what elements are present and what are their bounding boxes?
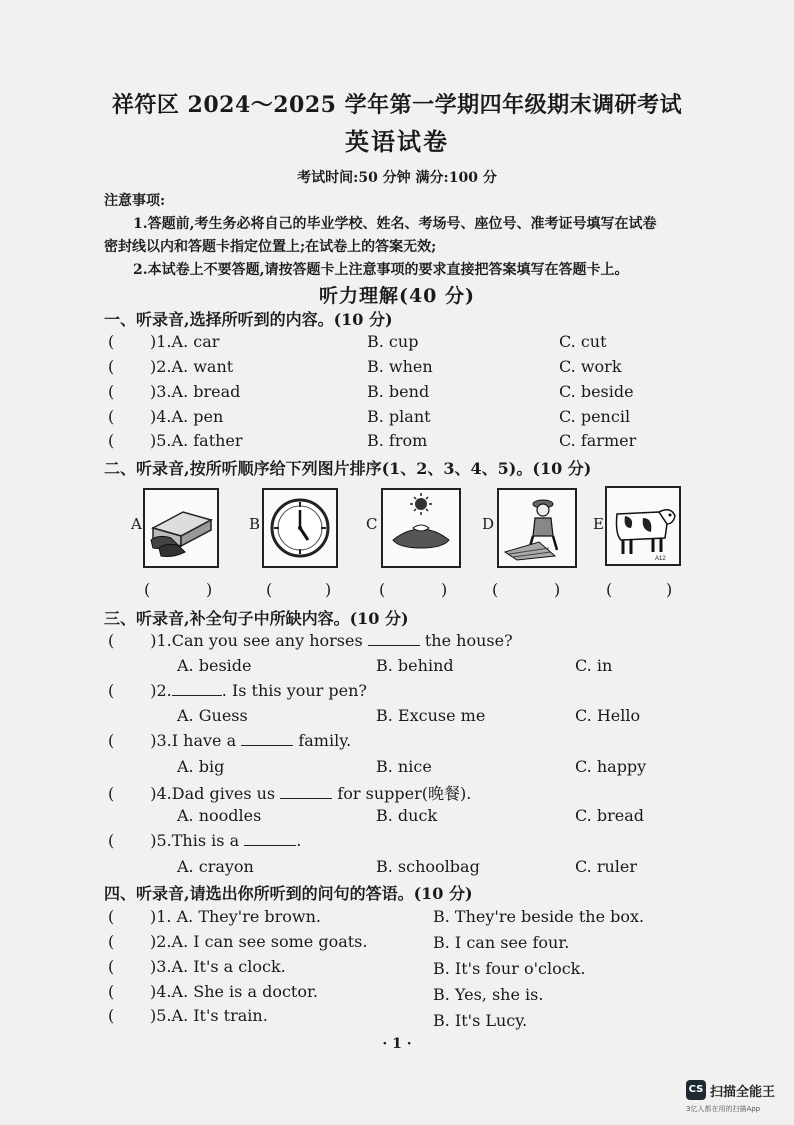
s3-q4-b: B. duck bbox=[376, 806, 438, 825]
s4-q2-b: B. I can see four. bbox=[433, 933, 570, 952]
scanner-app-tagline: 3亿人都在用的扫描App bbox=[686, 1105, 761, 1113]
picture-e-answer-paren-close: ) bbox=[666, 580, 673, 599]
s4-q5-a: )5.A. It's train. bbox=[150, 1006, 268, 1025]
s3-q4-c: C. bread bbox=[575, 806, 644, 825]
picture-d-label: D bbox=[482, 515, 495, 533]
s3-q5-a: A. crayon bbox=[177, 857, 254, 876]
s3-q4-blank bbox=[280, 784, 332, 799]
s1-q3-a: )3.A. bread bbox=[150, 382, 241, 401]
s3-q4-post: for supper(晚餐). bbox=[337, 784, 472, 803]
s3-q5-b: B. schoolbag bbox=[376, 857, 480, 876]
s3-q2-pre: )2. bbox=[150, 681, 172, 700]
section-4-title: 四、听录音,请选出你所听到的问句的答语。(10 分) bbox=[104, 884, 473, 903]
s1-q4-b: B. plant bbox=[367, 407, 431, 426]
s1-q5-a: )5.A. father bbox=[150, 431, 243, 450]
s4-q2-a: )2.A. I can see some goats. bbox=[150, 932, 368, 951]
s3-q1-c: C. in bbox=[575, 656, 613, 675]
s4-q5-paren: ( bbox=[108, 1006, 115, 1025]
section-3-title: 三、听录音,补全句子中所缺内容。(10 分) bbox=[104, 609, 409, 628]
cow-icon bbox=[607, 488, 679, 564]
picture-e bbox=[605, 486, 681, 566]
farmer-icon bbox=[499, 490, 575, 566]
s3-q2-a: A. Guess bbox=[177, 706, 248, 725]
notice-item-2: 2.本试卷上不要答题,请按答题卡上注意事项的要求直接把答案填写在答题卡上。 bbox=[133, 262, 629, 278]
s3-q2-post: . Is this your pen? bbox=[221, 681, 368, 700]
s4-q4-b: B. Yes, she is. bbox=[433, 985, 544, 1004]
s3-q1-post: the house? bbox=[424, 631, 513, 650]
s4-q1-b: B. They're beside the box. bbox=[433, 907, 645, 926]
s4-q3-paren: ( bbox=[108, 957, 115, 976]
exam-time: 考试时间:50 分钟 满分:100 分 bbox=[297, 170, 497, 186]
s3-q2-c: C. Hello bbox=[575, 706, 641, 725]
s1-q4-a: )4.A. pen bbox=[150, 407, 224, 426]
s3-q5-paren: ( bbox=[108, 831, 115, 850]
picture-a bbox=[143, 488, 219, 568]
notice-item-1: 1.答题前,考生务必将自己的毕业学校、姓名、考场号、座位号、准考证号填写在试卷 bbox=[133, 216, 657, 232]
s3-q4-a: A. noodles bbox=[177, 806, 262, 825]
s1-q1-c: C. cut bbox=[559, 332, 607, 351]
s1-q3-c: C. beside bbox=[559, 382, 634, 401]
clock-icon bbox=[264, 490, 336, 566]
notice-heading: 注意事项: bbox=[104, 193, 166, 209]
page-number: · 1 · bbox=[382, 1036, 412, 1052]
s3-q3-pre: )3.I have a bbox=[150, 731, 237, 750]
s4-q4-a: )4.A. She is a doctor. bbox=[150, 982, 318, 1001]
s3-q1-b: B. behind bbox=[376, 656, 454, 675]
s1-q3-paren: ( bbox=[108, 382, 115, 401]
s3-q2-b: B. Excuse me bbox=[376, 706, 486, 725]
picture-d-answer-paren-close: ) bbox=[554, 580, 561, 599]
s1-q5-paren: ( bbox=[108, 431, 115, 450]
s1-q3-b: B. bend bbox=[367, 382, 430, 401]
s3-q5-post: . bbox=[296, 831, 302, 850]
picture-a-answer-paren-close: ) bbox=[206, 580, 213, 599]
s3-q1-line bbox=[108, 631, 513, 650]
s3-q2-paren: ( bbox=[108, 681, 115, 700]
s4-q2-paren: ( bbox=[108, 932, 115, 951]
s3-q5-blank bbox=[244, 831, 296, 846]
s3-q3-post: family. bbox=[298, 731, 352, 750]
s3-q3-c: C. happy bbox=[575, 757, 647, 776]
s4-q1-paren: ( bbox=[108, 907, 115, 926]
picture-c-answer-paren-close: ) bbox=[441, 580, 448, 599]
picture-b-answer-paren-close: ) bbox=[325, 580, 332, 599]
s1-q5-c: C. farmer bbox=[559, 431, 637, 450]
s3-q3-blank bbox=[241, 731, 293, 746]
s3-q1-a: A. beside bbox=[177, 656, 252, 675]
part-title: 听力理解(40 分) bbox=[318, 285, 476, 307]
picture-a-answer-paren: ( bbox=[144, 580, 151, 599]
s4-q3-a: )3.A. It's a clock. bbox=[150, 957, 286, 976]
picture-e-answer-paren: ( bbox=[606, 580, 613, 599]
s3-q3-line bbox=[108, 731, 351, 750]
s3-q1-blank bbox=[368, 631, 420, 646]
picture-b bbox=[262, 488, 338, 568]
s3-q2-line bbox=[108, 681, 367, 700]
s3-q1-paren: ( bbox=[108, 631, 115, 650]
s3-q2-blank bbox=[172, 681, 222, 696]
s1-q2-a: )2.A. want bbox=[150, 357, 234, 376]
exam-subtitle: 英语试卷 bbox=[345, 127, 449, 156]
s3-q3-a: A. big bbox=[177, 757, 225, 776]
s3-q4-line bbox=[108, 781, 471, 804]
picture-d-answer-paren: ( bbox=[492, 580, 499, 599]
picture-a-label: A bbox=[131, 515, 142, 533]
cow-tag-text: A12 bbox=[655, 556, 666, 562]
notice-item-1-continued: 密封线以内和答题卡指定位置上;在试卷上的答案无效; bbox=[104, 239, 437, 255]
picture-c-label: C bbox=[366, 515, 378, 533]
s4-q4-paren: ( bbox=[108, 982, 115, 1001]
s1-q5-b: B. from bbox=[367, 431, 428, 450]
section-2-title: 二、听录音,按所听顺序给下列图片排序(1、2、3、4、5)。(10 分) bbox=[104, 459, 592, 478]
s4-q5-b: B. It's Lucy. bbox=[433, 1011, 528, 1030]
picture-e-label: E bbox=[593, 515, 604, 533]
s3-q3-paren: ( bbox=[108, 731, 115, 750]
exam-title: 祥符区 2024～2025 学年第一学期四年级期末调研考试 bbox=[111, 92, 683, 118]
camscanner-logo-icon: CS bbox=[686, 1080, 706, 1100]
sun-hill-icon bbox=[383, 490, 459, 566]
s3-q3-b: B. nice bbox=[376, 757, 432, 776]
s4-q3-b: B. It's four o'clock. bbox=[433, 959, 586, 978]
s3-q5-line bbox=[108, 831, 301, 850]
s3-q4-pre: )4.Dad gives us bbox=[150, 784, 276, 803]
shoes-box-icon bbox=[145, 490, 217, 566]
s1-q2-b: B. when bbox=[367, 357, 433, 376]
section-1-title: 一、听录音,选择所听到的内容。(10 分) bbox=[104, 310, 393, 329]
s1-q1-a: )1.A. car bbox=[150, 332, 220, 351]
s3-q5-pre: )5.This is a bbox=[150, 831, 240, 850]
s1-q1-paren: ( bbox=[108, 332, 115, 351]
s3-q4-paren: ( bbox=[108, 784, 115, 803]
s1-q4-c: C. pencil bbox=[559, 407, 631, 426]
picture-b-answer-paren: ( bbox=[266, 580, 273, 599]
s3-q1-pre: )1.Can you see any horses bbox=[150, 631, 363, 650]
s1-q2-c: C. work bbox=[559, 357, 622, 376]
scanner-app-name: 扫描全能王 bbox=[710, 1085, 776, 1100]
s4-q1-a: )1. A. They're brown. bbox=[150, 907, 322, 926]
s1-q4-paren: ( bbox=[108, 407, 115, 426]
s3-q5-c: C. ruler bbox=[575, 857, 638, 876]
s1-q1-b: B. cup bbox=[367, 332, 419, 351]
s1-q2-paren: ( bbox=[108, 357, 115, 376]
picture-d bbox=[497, 488, 577, 568]
picture-c bbox=[381, 488, 461, 568]
picture-c-answer-paren: ( bbox=[379, 580, 386, 599]
picture-b-label: B bbox=[249, 515, 261, 533]
